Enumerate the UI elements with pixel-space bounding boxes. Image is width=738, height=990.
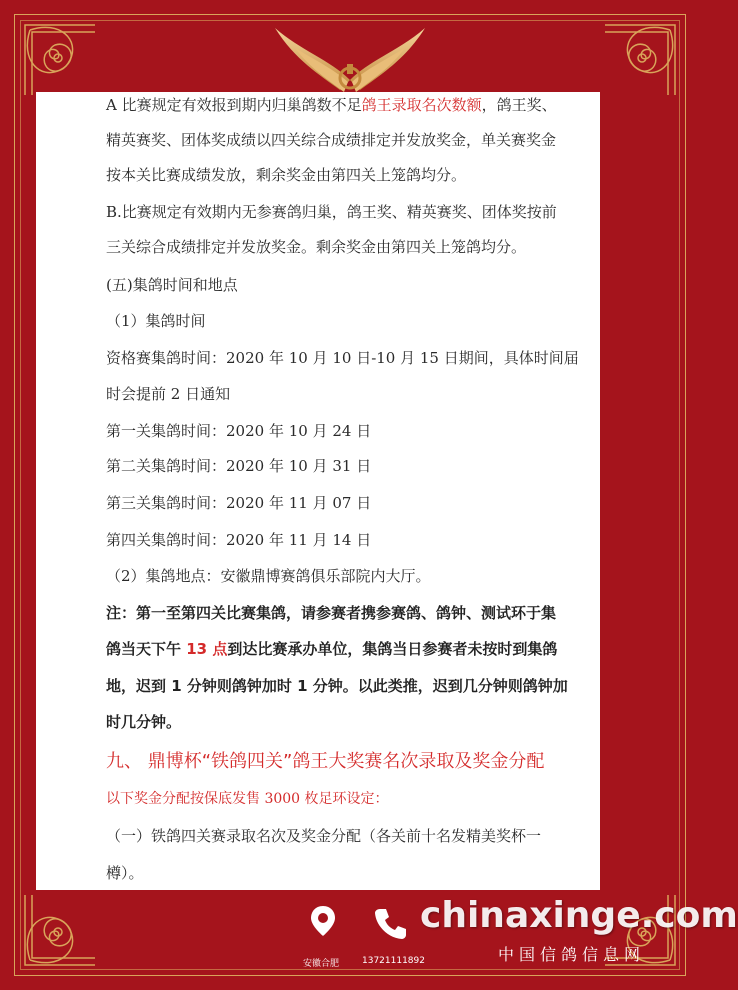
- paragraph-line: 时会提前 2 日通知: [106, 385, 231, 403]
- subsection-heading: （1）集鸽时间: [106, 312, 206, 330]
- note-line: [106, 639, 557, 659]
- paragraph-line: [106, 95, 557, 115]
- winged-emblem-icon: [270, 20, 430, 100]
- phone-icon: [374, 906, 408, 940]
- location-label: 安徽合肥: [303, 959, 340, 969]
- corner-ornament-icon: [0, 880, 110, 990]
- paragraph-line: 精英赛奖、团体奖成绩以四关综合成绩排定并发放奖金，单关赛奖金: [106, 131, 557, 149]
- paragraph-line: （一）铁鸽四关赛录取名次及奖金分配（各关前十名发精美奖杯一: [106, 827, 542, 845]
- paragraph-line: 资格赛集鸽时间：2020 年 10 月 10 日-10 月 15 日期间，具体时间届: [106, 349, 579, 367]
- note-line: 时几分钟。: [106, 713, 182, 731]
- watermark-site-name: 中国信鸽信息网: [498, 945, 646, 964]
- paragraph-line: 按本关比赛成绩发放，剩余奖金由第四关上笼鸽均分。: [106, 166, 467, 184]
- paragraph-line: 三关综合成绩排定并发放奖金。剩余奖金由第四关上笼鸽均分。: [106, 238, 527, 256]
- paragraph-line: B.比赛规定有效期内无参赛鸽归巢，鸽王奖、精英赛奖、团体奖按前: [106, 203, 557, 221]
- paragraph-line: 樽）。: [106, 864, 144, 882]
- watermark-domain: chinaxinge.com: [420, 895, 738, 936]
- text-span: 鸽当天下午: [106, 640, 187, 658]
- text-span: A 比赛规定有效报到期内归巢鸽数不足: [106, 96, 362, 114]
- corner-ornament-icon: [590, 0, 700, 110]
- paragraph-line: （2）集鸽地点：安徽鼎博赛鸽俱乐部院内大厅。: [106, 567, 431, 585]
- highlight-text: 13 点: [186, 640, 228, 658]
- schedule-line: 第四关集鸽时间：2020 年 11 月 14 日: [106, 531, 372, 549]
- schedule-line: 第三关集鸽时间：2020 年 11 月 07 日: [106, 494, 372, 512]
- highlight-text: 鸽王录取名次数额: [361, 96, 482, 114]
- text-span: ，鸽王奖、: [481, 96, 557, 114]
- note-line: 地，迟到 1 分钟则鸽钟加时 1 分钟。以此类推，迟到几分钟则鸽钟加: [106, 677, 568, 695]
- red-subtitle: 以下奖金分配按保底发售 3000 枚足环设定：: [106, 791, 389, 807]
- location-pin-icon: [308, 904, 338, 938]
- chapter-heading: 九、 鼎博杯“铁鸽四关”鸽王大奖赛名次录取及奖金分配: [106, 751, 545, 772]
- section-heading: (五)集鸽时间和地点: [106, 276, 238, 294]
- schedule-line: 第一关集鸽时间：2020 年 10 月 24 日: [106, 422, 372, 440]
- text-span: 到达比赛承办单位，集鸽当日参赛者未按时到集鸽: [227, 640, 558, 658]
- note-line: 注：第一至第四关比赛集鸽，请参赛者携参赛鸽、鸽钟、测试环于集: [106, 604, 557, 622]
- schedule-line: 第二关集鸽时间：2020 年 10 月 31 日: [106, 457, 372, 475]
- phone-number: 13721111892: [362, 956, 425, 966]
